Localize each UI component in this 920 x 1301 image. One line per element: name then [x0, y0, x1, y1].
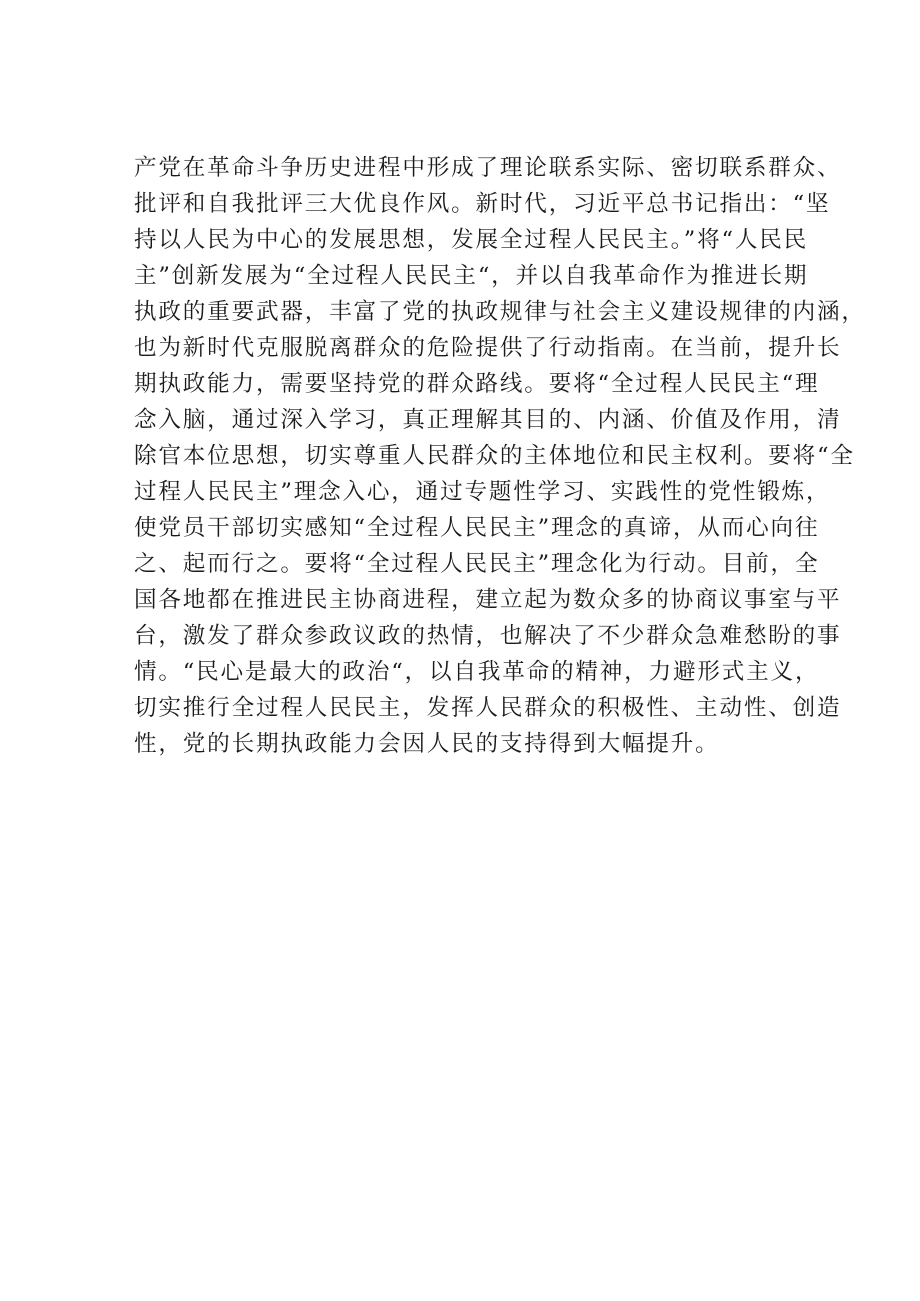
paragraph-line: 持以人民为中心的发展思想，发展全过程人民民主。”将“人民民 — [134, 227, 809, 253]
paragraph-line: 也为新时代克服脱离群众的危险提供了行动指南。在当前，提升长 — [134, 335, 842, 361]
paragraph-line: 之、起而行之。要将“全过程人民民主”理念化为行动。目前，全 — [134, 551, 820, 577]
paragraph-line: 台，激发了群众参政议政的热情，也解决了不少群众急难愁盼的事 — [134, 623, 842, 649]
body-paragraph — [134, 150, 866, 762]
paragraph-line: 批评和自我批评三大优良作风。新时代，习近平总书记指出：“坚 — [134, 191, 831, 217]
paragraph-line: 情。“民心是最大的政治“，以自我革命的精神，力避形式主义， — [134, 659, 820, 685]
paragraph-line: 国各地都在推进民主协商进程，建立起为数众多的协商议事室与平 — [134, 587, 842, 613]
paragraph-line: 切实推行全过程人民民主，发挥人民群众的积极性、主动性、创造 — [134, 695, 842, 721]
paragraph-line: 产党在革命斗争历史进程中形成了理论联系实际、密切联系群众、 — [134, 155, 842, 181]
paragraph-line: 期执政能力，需要坚持党的群众路线。要将“全过程人民民主“理 — [134, 371, 820, 397]
paragraph-line: 使党员干部切实感知“全过程人民民主”理念的真谛，从而心向往 — [134, 515, 820, 541]
paragraph-line: 除官本位思想，切实尊重人民群众的主体地位和民主权利。要将“全 — [134, 443, 855, 469]
paragraph-line: 主”创新发展为“全过程人民民主“，并以自我革命作为推进长期 — [134, 263, 809, 289]
paragraph-line: 过程人民民主”理念入心，通过专题性学习、实践性的党性锻炼， — [134, 479, 831, 505]
paragraph-line: 性，党的长期执政能力会因人民的支持得到大幅提升。 — [134, 731, 720, 757]
paragraph-line: 执政的重要武器，丰富了党的执政规律与社会主义建设规律的内涵， — [134, 299, 866, 325]
paragraph-line: 念入脑，通过深入学习，真正理解其目的、内涵、价值及作用，清 — [134, 407, 842, 433]
